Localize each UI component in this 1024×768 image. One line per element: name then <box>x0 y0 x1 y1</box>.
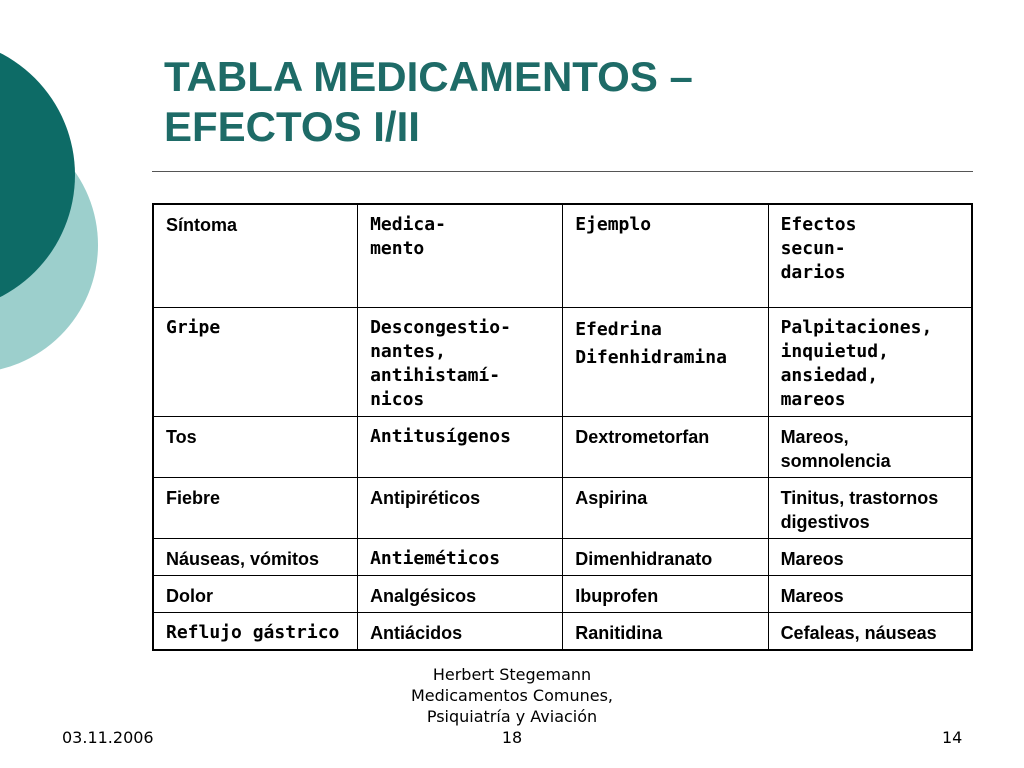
footer-line-3: Psiquiatría y Aviación <box>426 707 598 726</box>
table-row <box>153 576 972 613</box>
cell-efectos: Mareos <box>768 576 972 613</box>
table-row <box>153 308 972 417</box>
cell-sintoma: Dolor <box>153 576 358 613</box>
header-medicamento: Medica- mento <box>358 204 563 308</box>
table-header-row <box>153 204 972 308</box>
cell-ejemplo: Efedrina Difenhidramina <box>563 308 768 417</box>
footer-author: Herbert Stegemann <box>432 665 592 684</box>
cell-efectos: Cefaleas, náuseas <box>768 613 972 651</box>
table-row <box>153 478 972 539</box>
header-ejemplo: Ejemplo <box>563 204 768 308</box>
footer-line-2: Medicamentos Comunes, <box>411 686 613 705</box>
cell-medicamento: Antieméticos <box>358 539 563 576</box>
cell-medicamento: Antipiréticos <box>358 478 563 539</box>
table-row <box>153 417 972 478</box>
title-divider <box>152 171 973 172</box>
cell-efectos: Mareos <box>768 539 972 576</box>
cell-efectos: Palpitaciones, inquietud, ansiedad, mareos <box>768 308 972 417</box>
cell-sintoma: Tos <box>153 417 358 478</box>
page-number: 14 <box>942 728 963 747</box>
cell-efectos: Mareos, somnolencia <box>768 417 972 478</box>
medication-table <box>152 203 973 651</box>
cell-ejemplo: Ranitidina <box>563 613 768 651</box>
cell-ejemplo: Dimenhidranato <box>563 539 768 576</box>
cell-ejemplo: Aspirina <box>563 478 768 539</box>
cell-medicamento: Antiácidos <box>358 613 563 651</box>
cell-efectos: Tinitus, trastornos digestivos <box>768 478 972 539</box>
decorative-circles <box>0 0 120 420</box>
cell-medicamento: Descongestio- nantes, antihistamí- nicos <box>358 308 563 417</box>
title-line-2: EFECTOS I/II <box>164 103 420 150</box>
footer-number: 18 <box>501 728 523 747</box>
slide-title <box>164 52 964 152</box>
table-row <box>153 613 972 651</box>
table-row <box>153 539 972 576</box>
cell-sintoma: Fiebre <box>153 478 358 539</box>
header-sintoma: Síntoma <box>153 204 358 308</box>
footer-date: 03.11.2006 <box>62 728 154 747</box>
header-efectos: Efectos secun- darios <box>768 204 972 308</box>
cell-sintoma: Gripe <box>153 308 358 417</box>
cell-sintoma: Náuseas, vómitos <box>153 539 358 576</box>
cell-ejemplo: Dextrometorfan <box>563 417 768 478</box>
cell-ejemplo: Ibuprofen <box>563 576 768 613</box>
title-line-1: TABLA MEDICAMENTOS – <box>164 53 693 100</box>
cell-medicamento: Analgésicos <box>358 576 563 613</box>
cell-medicamento: Antitusígenos <box>358 417 563 478</box>
footer-author-block <box>364 664 660 748</box>
cell-sintoma: Reflujo gástrico <box>153 613 358 651</box>
